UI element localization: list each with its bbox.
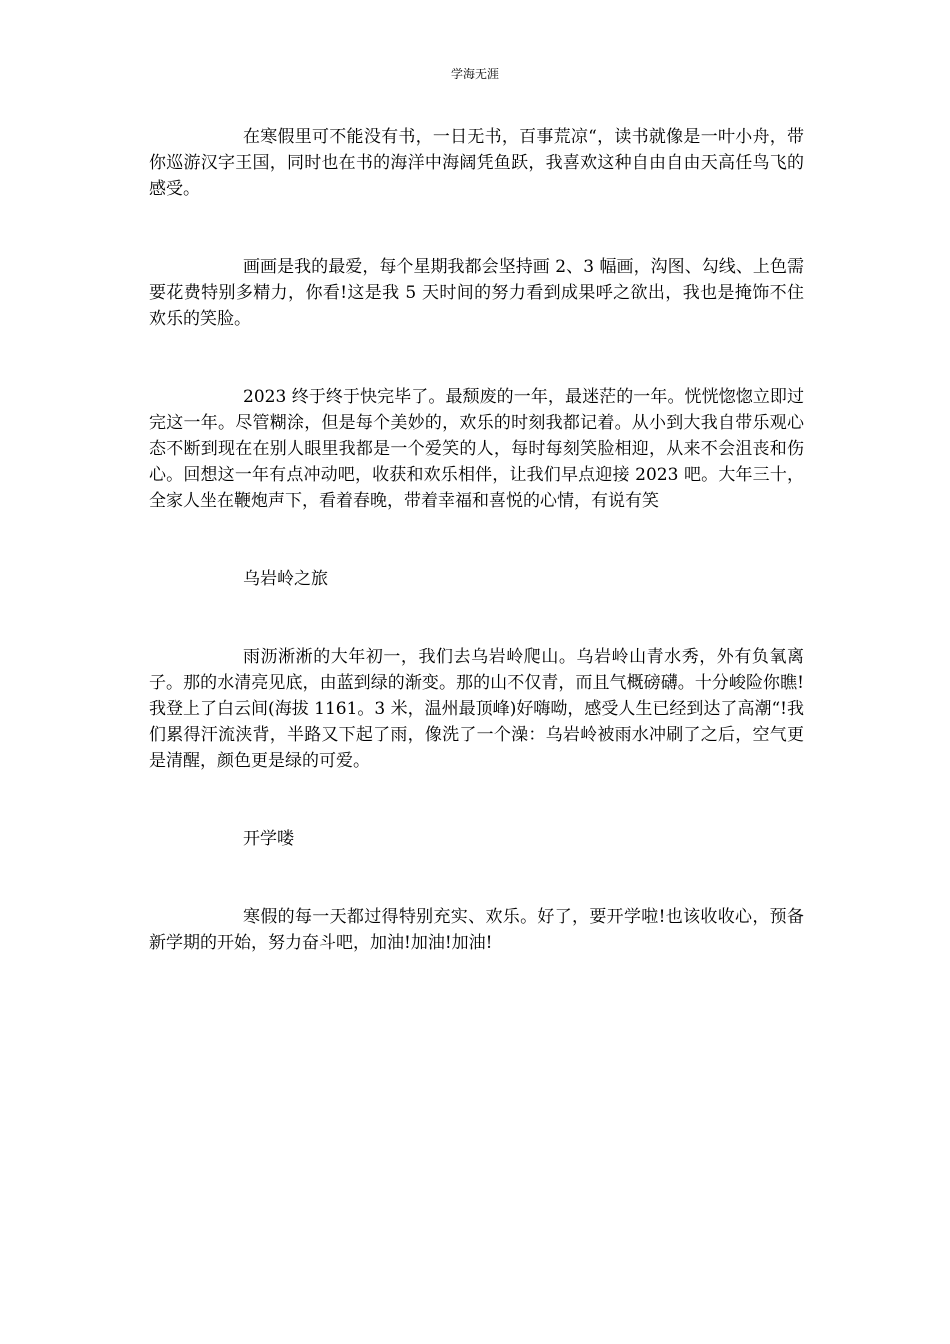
paragraph-wuyanling-trip: 雨沥淅淅的大年初一，我们去乌岩岭爬山。乌岩岭山青水秀，外有负氧离子。那的水清亮见底，由蓝到绿的渐变。那的山不仅青，而且气概磅礴。十分峻险你瞧!我登上了白云间(海拔 1161。3 米，温州最顶峰)好嗨呦，感受人生已经到达了高潮“!我们累得汗流浃背，半路又下起了雨，像洗了一个澡：乌岩岭被雨水冲刷了之后，空气更是清醒，颜色更是绿的可爱。	[149, 647, 804, 771]
paragraph-spacer	[149, 774, 804, 826]
paragraph-reading: 在寒假里可不能没有书，一日无书，百事荒凉“，读书就像是一叶小舟，带你巡游汉字王国，同时也在书的海洋中海阔凭鱼跃，我喜欢这种自由自由天高任鸟飞的感受。	[149, 127, 804, 199]
paragraph-drawing: 画画是我的最爱，每个星期我都会坚持画 2、3 幅画，沟图、勾线、上色需要花费特别多精力，你看!这是我 5 天时间的努力看到成果呼之欲出，我也是掩饰不住欢乐的笑脸。	[149, 257, 804, 329]
paragraph-spacer	[149, 202, 804, 254]
paragraph-spacer	[149, 592, 804, 644]
paragraph-spacer	[149, 514, 804, 566]
section-heading-wuyanling: 乌岩岭之旅	[243, 569, 328, 589]
paragraph-spacer	[149, 332, 804, 384]
section-heading-school-start: 开学喽	[243, 829, 294, 849]
paragraph-year-review: 2023 终于终于快完毕了。最颓废的一年，最迷茫的一年。恍恍惚惚立即过完这一年。尽管糊涂，但是每个美妙的，欢乐的时刻我都记着。从小到大我自带乐观心态不断到现在在别人眼里我都是一个爱笑的人，每时每刻笑脸相迎，从来不会沮丧和伤心。回想这一年有点冲动吧，收获和欢乐相伴，让我们早点迎接 2023 吧。大年三十，全家人坐在鞭炮声下，看着春晚，带着幸福和喜悦的心情，有说有笑	[149, 387, 804, 511]
page-header: 学海无涯	[450, 67, 499, 81]
paragraph-school-start: 寒假的每一天都过得特别充实、欢乐。好了，要开学啦!也该收收心，预备新学期的开始，努力奋斗吧，加油!加油!加油!	[149, 907, 804, 953]
document-body	[149, 124, 804, 956]
paragraph-spacer	[149, 852, 804, 904]
